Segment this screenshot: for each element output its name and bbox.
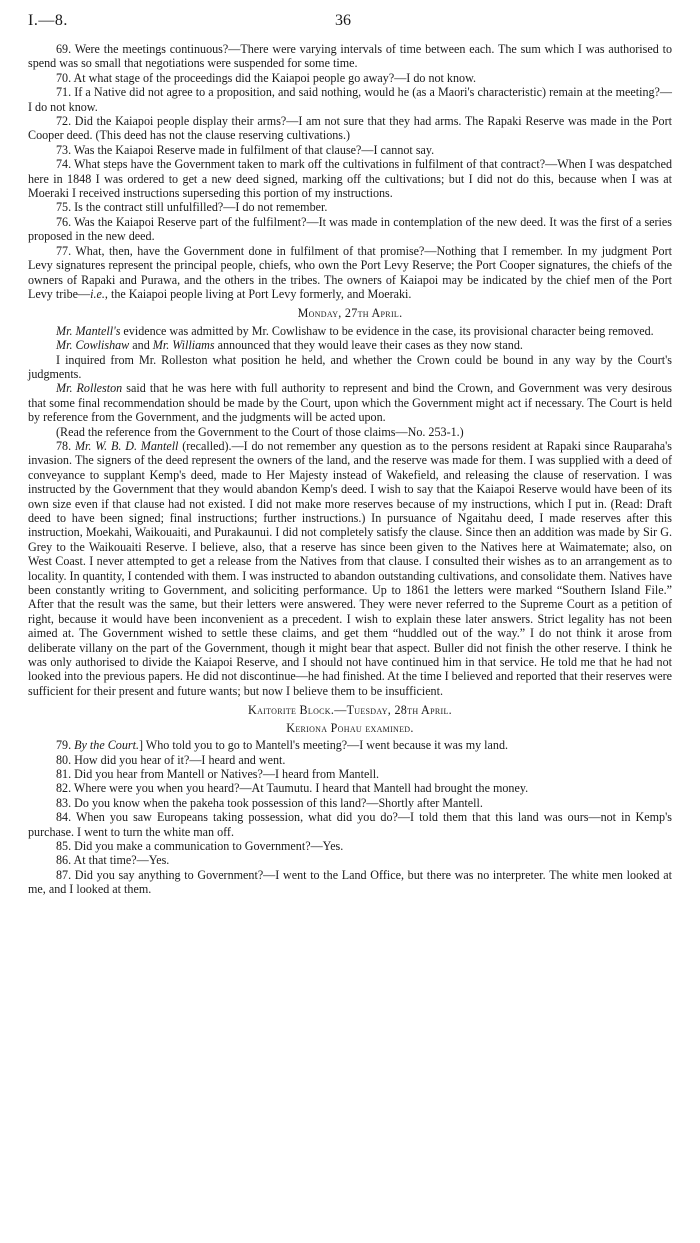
question-78: 78. Mr. W. B. D. Mantell (recalled).—I do not remember any question as to the persons resident at Rapaki since Rauparaha's invasion. The signers of the deed represent the owners of the land, and the reserve was made for them. I was supplied with a deed of conveyance to supplant Kemp's deed, made to Her Majesty instead of Wakefield, and releasing the clause of reservation. I was instructed by the Government that they would abandon Kemp's deed. I wish to say that the Kaiapoi Reserve would have been of its own size even if that clause had not existed. I did not make more reserves because of my instructions, which I put in. (Read: Draft deed to have been signed; final instructions; further instructions.) In pursuance of Ngaitahu deed, I made reserves after this instruction, Moekahi, Waikouaiti, and Purakaunui. I did not completely satisfy the clause. Since then an addition was made by Sir G. Grey to the Waikouaiti Reserve. I believe, also, that a reserve has since been given to the Natives here at Waimatemate; also, on West Coast. I never attempted to get a release from the Natives from that clause. I consulted their wishes as to an arrangement as to locality. In quantity, I contended with them. I was instructed to abandon outstanding cultivations, and consolidate them. Natives have been constantly writing to Government, and soliciting performance. Up to 1861 the letters were marked “Southern Island File.” After that the result was the same, but their letters were answered. They were never referred to the Supreme Court as a petition of right, because it would have been inconvenient as a precedent. I wish to explain these later answers. Strict legality has not been aimed at. The Government wished to settle these claims, and get them “huddled out of the way.” I do not think it arose from deliberate villany on the part of the Government, though it might bear that aspect. Buller did not finish the other reserve. I think he was only authorised to divide the Kaiapoi Reserve, and I should not have continued him in that service. He told me that he had not looked into the previous papers. He did not discontinue—he had finished. At the time I believed and reported that their reserves were sufficient for their present and future wants; but now I believe them to be insufficient. [28,438,672,698]
question-82: 82. Where were you when you heard?—At Taumutu. I heard that Mantell had brought the money. [56,781,529,796]
question-77-ie: i.e. [90,286,105,301]
question-77-tail: , the Kaiapoi people living at Port Levy formerly, and Moeraki. [104,286,412,301]
court-label: By the Court. [74,738,139,753]
speaker-name: Mr. Williams [152,338,215,353]
rolleston-paragraph [28,381,672,424]
question-70: 70. At what stage of the proceedings did the Kaiapoi people go away?—I do not know. [56,70,477,85]
question-85: 85. Did you make a communication to Government?—Yes. [56,838,344,853]
speaker-name: Mr. Cowlishaw [56,338,130,353]
question-71: 71. If a Native did not agree to a proposition, and said nothing, would he (as a Maori's characteristic) remain at the meeting?—I do not know. [28,85,672,114]
question-72: 72. Did the Kaiapoi people display their arms?—I am not sure that they had arms. The Rapaki Reserve was made in the Port Cooper deed. (This deed has not the clause reserving cultivations.) [28,114,672,143]
question-79: 79. By the Court.] Who told you to go to Mantell's meeting?—I went because it was my land. [56,738,509,753]
paragraph-text: (recalled).—I do not remember any question as to the persons resident at Rapaki since Rauparaha's invasion. The signers of the deed represent the owners of the land, and the reserve was made for them. I was supplied with a deed of conveyance to supplant Kemp's deed, made to Her Majesty instead of Wakefield, and releasing the clause of reservation. I was instructed by the Government that they would abandon Kemp's deed. I wish to say that the Kaiapoi Reserve would have been of its own size even if that clause had not existed. I did not make more reserves because of my instructions, which I put in. (Read: Draft deed to have been signed; final instructions; further instructions.) In pursuance of Ngaitahu deed, I made reserves after this instruction, Moekahi, Waikouaiti, and Purakaunui. I did not completely satisfy the clause. Since then an addition was made by Sir G. Grey to the Waikouaiti Reserve. I believe, also, that a reserve has since been given to the Natives here at Waimatemate; also, on West Coast. I never attempted to get a release from the Natives from that clause. I consulted their wishes as to an arrangement as to locality. In quantity, I contended with them. I was instructed to abandon outstanding cultivations, and consolidate them. Natives have been constantly writing to Government, and soliciting performance. Up to 1861 the letters were marked “Southern Island File.” After that the result was the same, but their letters were answered. They were never referred to the Supreme Court as a petition of right, because it would have been inconvenient as a precedent. I wish to explain these later answers. Strict legality has not been aimed at. The Government wished to settle these claims, and get them “huddled out of the way.” I do not think it arose from deliberate villany on the part of the Government, though it might bear that aspect. Buller did not finish the other reserve. I think he was only authorised to divide the Kaiapoi Reserve, and I should not have continued him in that service. He told me that he had not looked into the previous papers. He did not discontinue—he had finished. At the time I believed and reported that their reserves were sufficient for their present and future wants; but now I believe them to be insufficient. [28,438,672,698]
question-77-text: 77. What, then, have the Government done in fulfilment of that promise?—Nothing that I remember. In my judgment Port Levy signatures represent the principal people, chiefs, who own the Port Levy Reserve; the Port Cooper signatures, the chiefs of the owners of Rapaki and Purawa, and the others in the tribes. The owners of Kaiapoi may be indicated by the chief men of the Port Levy tribe— [28,243,672,301]
reference-note: (Read the reference from the Government to the Court of those claims—No. 253-1.) [56,424,464,439]
speaker-name: Mr. W. B. D. Mantell [74,438,179,453]
question-80: 80. How did you hear of it?—I heard and went. [56,752,286,767]
speaker-name: Mr. Rolleston [56,381,123,396]
question-83: 83. Do you know when the pakeha took possession of this land?—Shortly after Mantell. [56,795,483,810]
question-76: 76. Was the Kaiapoi Reserve part of the fulfilment?—It was made in contemplation of the new deed. It was the first of a series proposed in the new deed. [28,214,672,244]
paragraph-text: evidence was admitted by Mr. Cowlishaw to be evidence in the case, its provisional character being removed. [120,323,654,338]
section-heading-kaitorete: Kaitorite Block.—Tuesday, 28th April. [248,703,452,718]
question-69: 69. Were the meetings continuous?—There were varying intervals of time between each. The sum which I was authorised to spend was so small that negotiations were suspended for some time. [28,42,672,71]
paper-reference: I.—8. [28,12,68,29]
section-heading-monday: Monday, 27th April. [297,306,403,321]
question-73: 73. Was the Kaiapoi Reserve made in fulfilment of that clause?—I cannot say. [56,142,435,157]
question-75: 75. Is the contract still unfulfilled?—I do not remember. [56,200,328,215]
inquiry-paragraph: I inquired from Mr. Rolleston what position he held, and whether the Crown could be bound in any way by the Court's judgments. [28,352,672,381]
counsel-announcement-paragraph: Mr. Cowlishaw and Mr. Williams announced that they would leave their cases as they now stand. [56,338,523,353]
document-page [28,14,672,897]
paragraph-text: announced that they would leave their cases as they now stand. [214,338,523,353]
section-heading-examined: Keriona Pohau examined. [286,720,414,735]
paragraph-text: said that he was here with full authority to represent and bind the Crown, and Government was very desirous that some final recommendation should be made by the Court, upon which the Government might act if necessary. The Court is held by reference from the Government, and the judgments will be acted upon. [28,381,672,425]
paragraph-text: ] Who told you to go to Mantell's meeting?—I went because it was my land. [138,738,509,753]
question-74: 74. What steps have the Government taken to mark off the cultivations in fulfilment of that contract?—When I was despatched here in 1848 I was ordered to get a new deed signed, marking off the cultivations; but I did not do this, because when I was at Moeraki I received instructions superseding this portion of my instructions. [28,157,672,201]
question-86: 86. At that time?—Yes. [56,853,170,868]
speaker-name: Mr. Mantell's [56,323,121,338]
question-77 [28,244,672,302]
question-87: 87. Did you say anything to Government?—I went to the Land Office, but there was no interpreter. The white men looked at me, and I looked at them. [28,867,672,897]
question-81: 81. Did you hear from Mantell or Natives?—I heard from Mantell. [56,766,380,781]
mantell-evidence-paragraph [28,324,672,338]
page-number: 36 [335,12,351,29]
page-header [28,14,672,42]
question-84: 84. When you saw Europeans taking possession, what did you do?—I told them that this land was ours—not in Kemp's purchase. I went to turn the white man off. [28,810,672,839]
